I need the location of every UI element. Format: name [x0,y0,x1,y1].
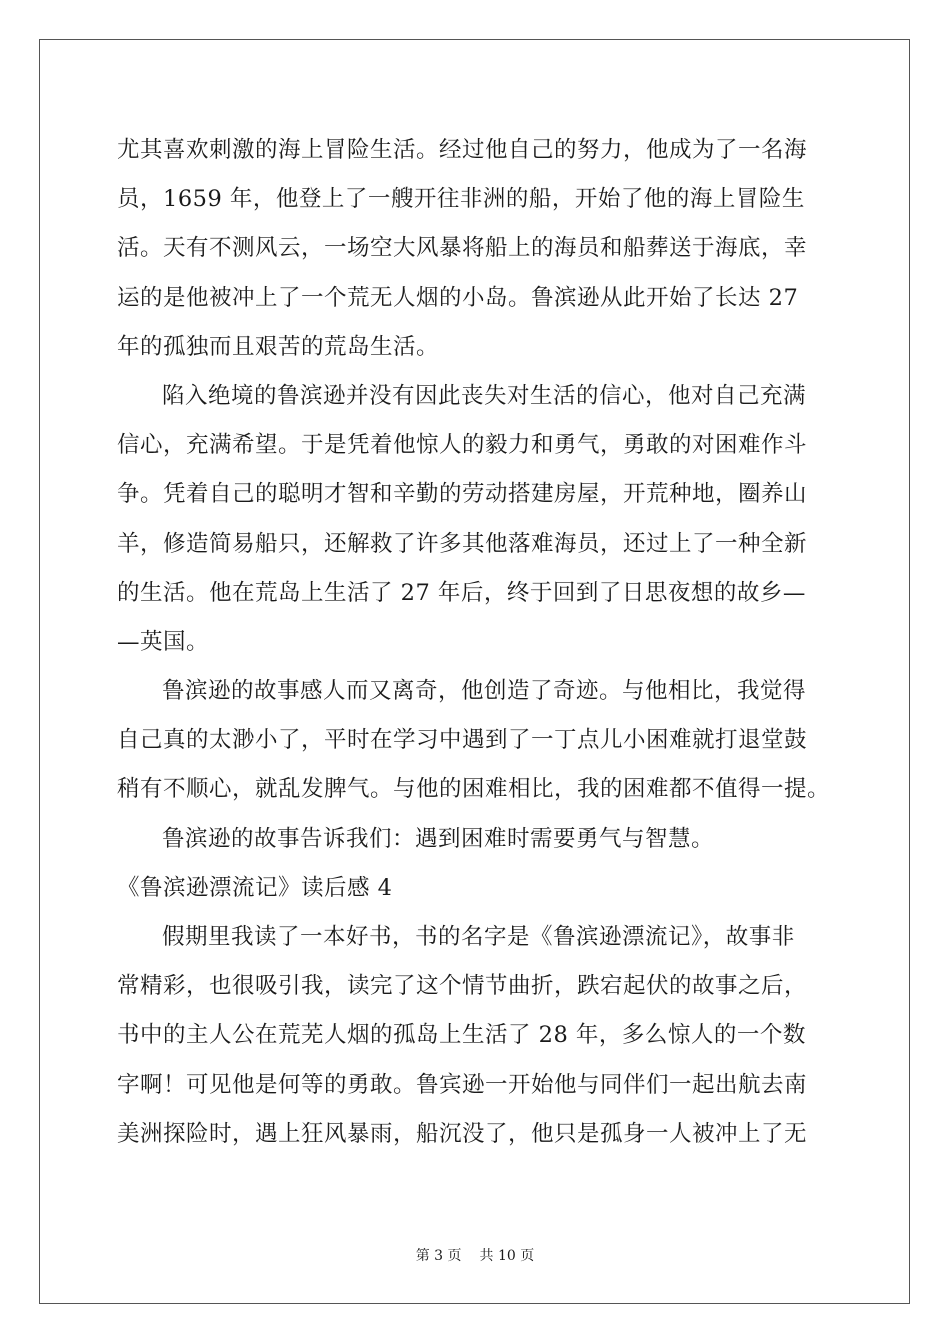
text-line: 运的是他被冲上了一个荒无人烟的小岛。鲁滨逊从此开始了长达 27 [117,284,799,311]
text-line: 尤其喜欢刺激的海上冒险生活。经过他自己的努力，他成为了一名海 [117,137,808,163]
text-line: 假期里我读了一本好书，书的名字是《鲁滨逊漂流记》，故事非 [162,924,795,950]
text-line: 稍有不顺心，就乱发脾气。与他的困难相比，我的困难都不值得一提。 [117,776,831,803]
text-line: 鲁滨逊的故事告诉我们：遇到困难时需要勇气与智慧。 [162,825,715,852]
text-line: 鲁滨逊的故事感人而又离奇，他创造了奇迹。与他相比，我觉得 [162,678,807,705]
text-line: 字啊！可见他是何等的勇敢。鲁宾逊一开始他与同伴们一起出航去南 [117,1071,808,1098]
text-line: 常精彩，也很吸引我，读完了这个情节曲折，跌宕起伏的故事之后， [117,973,808,1000]
text-line: 年的孤独而且艰苦的荒岛生活。 [117,333,440,360]
text-line: 自己真的太渺小了，平时在学习中遇到了一丁点儿小困难就打退堂鼓 [117,727,808,754]
text-line: 信心，充满希望。于是凭着他惊人的毅力和勇气，勇敢的对困难作斗 [117,432,808,459]
text-line: 员，1659 年，他登上了一艘开往非洲的船，开始了他的海上冒险生 [117,186,805,213]
text-line: 活。天有不测风云，一场空大风暴将船上的海员和船葬送于海底，幸 [117,235,808,262]
text-line: 羊，修造简易船只，还解救了许多其他落难海员，还过上了一种全新 [117,530,808,557]
text-line: —英国。 [117,628,210,655]
text-line: 陷入绝境的鲁滨逊并没有因此丧失对生活的信心，他对自己充满 [162,382,807,409]
page-number: 第 3 页 [415,1248,462,1264]
text-line: 争。凭着自己的聪明才智和辛勤的劳动搭建房屋，开荒种地，圈养山 [117,481,808,508]
text-line: 美洲探险时，遇上狂风暴雨，船沉没了，他只是孤身一人被冲上了无 [117,1120,808,1147]
page-total: 共 10 页 [479,1248,535,1264]
page-footer [0,1245,950,1265]
text-line: 书中的主人公在荒芜人烟的孤岛上生活了 28 年，多么惊人的一个数 [117,1022,806,1049]
text-line: 的生活。他在荒岛上生活了 27 年后，终于回到了日思夜想的故乡— [117,579,806,606]
section-heading: 《鲁滨逊漂流记》读后感 4 [117,874,393,901]
document-body [117,126,837,1159]
